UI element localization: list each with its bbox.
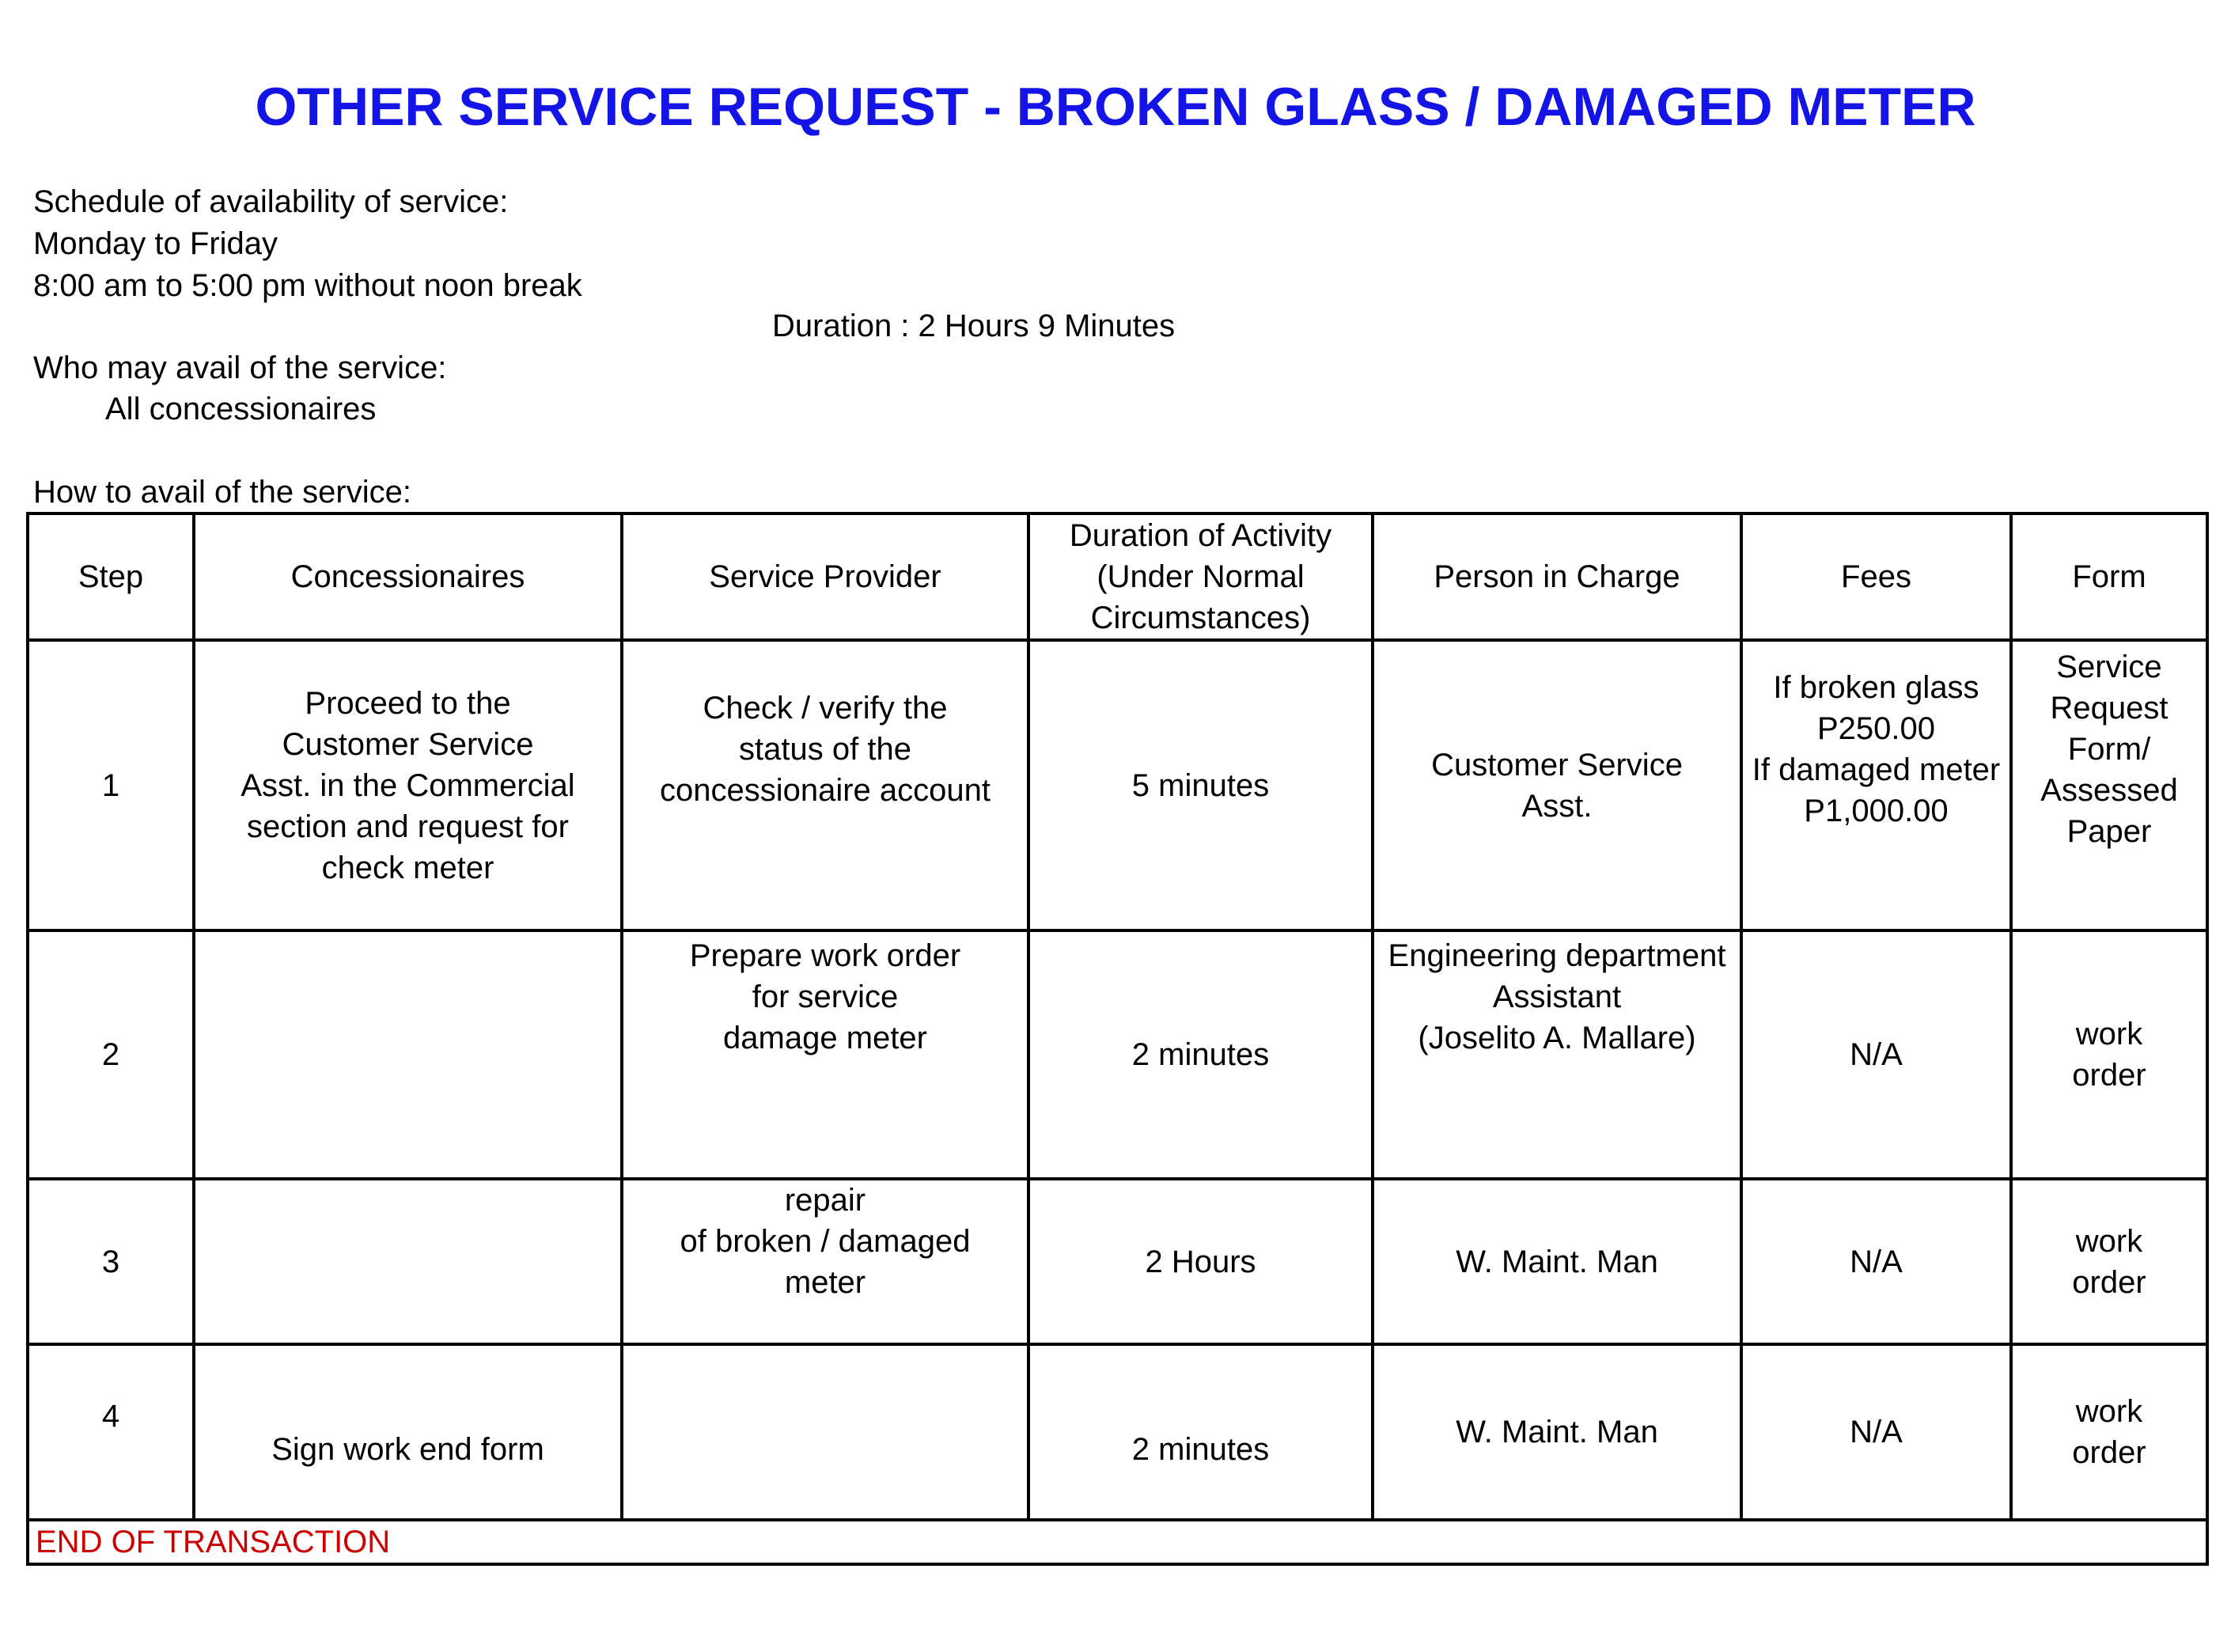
header-fees: Fees [1741, 513, 2011, 640]
form-cell [2011, 930, 2207, 1179]
duration-summary: Duration : 2 Hours 9 Minutes [772, 309, 1176, 343]
person-in-charge-cell: W. Maint. Man [1373, 1179, 1741, 1344]
cell-line: Sign work end form [271, 1432, 544, 1467]
schedule-hours: 8:00 am to 5:00 pm without noon break [33, 268, 582, 303]
table-row [28, 1344, 2207, 1520]
header-duration-line: Duration of Activity [1069, 518, 1332, 553]
cell-line: P1,000.00 [1804, 793, 1949, 828]
cell-line: check meter [321, 850, 494, 885]
service-provider-cell [622, 1344, 1028, 1520]
fees-cell: N/A [1741, 1179, 2011, 1344]
cell-line: of broken / damaged [680, 1223, 971, 1259]
header-form: Form [2011, 513, 2207, 640]
header-step: Step [28, 513, 194, 640]
schedule-label: Schedule of availability of service: [33, 184, 509, 219]
person-in-charge-cell [1373, 640, 1741, 930]
end-of-transaction: END OF TRANSACTION [28, 1520, 2207, 1564]
header-person-in-charge: Person in Charge [1373, 513, 1741, 640]
cell-line: status of the [739, 731, 911, 767]
cell-line: Asst. [1521, 788, 1593, 824]
cell-line: 4 [101, 1399, 120, 1434]
header-concessionaires: Concessionaires [194, 513, 622, 640]
step-cell: 3 [28, 1179, 194, 1344]
fees-cell [1741, 640, 2011, 930]
schedule-days: Monday to Friday [33, 226, 278, 261]
person-in-charge-cell [1373, 930, 1741, 1179]
concessionaires-cell [194, 640, 622, 930]
service-steps-table [26, 512, 2209, 1566]
cell-line: work [2075, 1223, 2143, 1259]
duration-cell: 2 Hours [1028, 1179, 1373, 1344]
step-cell [28, 1344, 194, 1520]
cell-line: Prepare work order [689, 938, 961, 973]
form-cell [2011, 1179, 2207, 1344]
cell-line: Assessed [2040, 772, 2178, 808]
cell-line: Customer Service [282, 726, 534, 762]
cell-line: 2 minutes [1131, 1432, 1270, 1467]
header-duration-line: Circumstances) [1090, 601, 1311, 635]
cell-line: order [2072, 1264, 2146, 1300]
table-row [28, 640, 2207, 930]
end-row [28, 1520, 2207, 1564]
cell-line: Assistant [1492, 979, 1622, 1014]
cell-line: damage meter [723, 1021, 927, 1055]
page-title: OTHER SERVICE REQUEST - BROKEN GLASS / DAMAGED METER [255, 77, 1976, 137]
service-provider-cell [622, 640, 1028, 930]
header-duration-line: (Under Normal [1097, 559, 1305, 594]
form-cell [2011, 1344, 2207, 1520]
fees-cell: N/A [1741, 930, 2011, 1179]
cell-line: for service [752, 979, 899, 1014]
step-cell: 1 [28, 640, 194, 930]
cell-line: Customer Service [1431, 747, 1683, 782]
table-header-row [28, 513, 2207, 640]
cell-line: (Joselito A. Mallare) [1418, 1021, 1696, 1055]
concessionaires-cell [194, 930, 622, 1179]
cell-line: section and request for [247, 809, 569, 844]
service-provider-cell [622, 1179, 1028, 1344]
cell-line: Asst. in the Commercial [241, 767, 575, 803]
service-provider-cell [622, 930, 1028, 1179]
duration-cell [1028, 1344, 1373, 1520]
cell-line: Engineering department [1388, 938, 1726, 973]
header-service-provider: Service Provider [622, 513, 1028, 640]
concessionaires-cell [194, 1344, 622, 1520]
who-label: Who may avail of the service: [33, 350, 447, 385]
who-value: All concessionaires [105, 392, 377, 426]
cell-line: Form/ [2067, 731, 2151, 767]
duration-cell: 2 minutes [1028, 930, 1373, 1179]
how-label: How to avail of the service: [33, 475, 411, 510]
cell-line: If broken glass [1773, 669, 1979, 705]
cell-line: Check / verify the [703, 690, 948, 726]
duration-cell: 5 minutes [1028, 640, 1373, 930]
cell-line: concessionaire account [659, 772, 991, 808]
concessionaires-cell [194, 1179, 622, 1344]
table-row [28, 930, 2207, 1179]
step-cell: 2 [28, 930, 194, 1179]
person-in-charge-cell: W. Maint. Man [1373, 1344, 1741, 1520]
cell-line: order [2072, 1435, 2146, 1470]
cell-line: repair [784, 1182, 866, 1218]
table-row [28, 1179, 2207, 1344]
cell-line: If damaged meter [1752, 752, 2001, 787]
form-cell [2011, 640, 2207, 930]
cell-line: work [2075, 1394, 2143, 1429]
cell-line: work [2075, 1017, 2143, 1051]
cell-line: P250.00 [1816, 710, 1936, 746]
cell-line: order [2072, 1058, 2146, 1093]
cell-line: Service [2056, 649, 2162, 684]
cell-line: meter [784, 1264, 866, 1300]
cell-line: Request [2050, 690, 2169, 726]
fees-cell: N/A [1741, 1344, 2011, 1520]
header-duration [1028, 513, 1373, 640]
cell-line: Proceed to the [305, 685, 511, 721]
cell-line: Paper [2066, 813, 2152, 849]
